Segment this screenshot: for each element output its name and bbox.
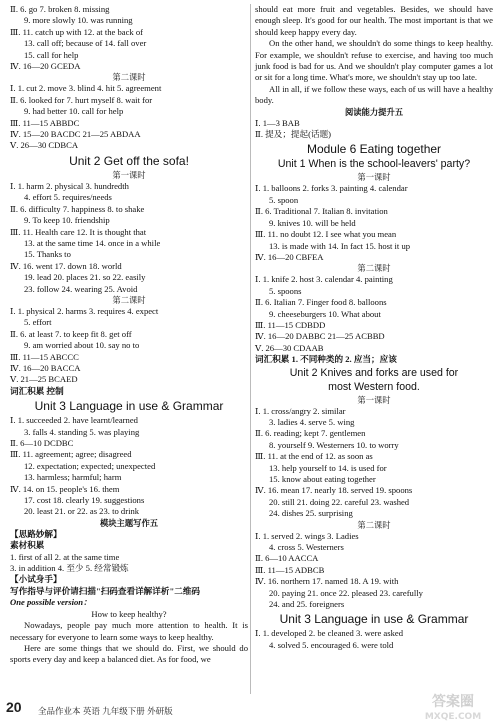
book-title: 全品作业本 英语 九年级下册 外研版 bbox=[38, 706, 173, 716]
left-line-35: Ⅰ. 1. succeeded 2. have learnt/learned bbox=[10, 415, 138, 426]
right-line-3: 阅读能力提升五 bbox=[344, 106, 404, 117]
right-line-28: Ⅰ. 1. cross/angry 2. similar bbox=[255, 405, 346, 416]
left-line-18: 9. To keep 10. friendship bbox=[24, 215, 110, 226]
right-line-26: most Western food. bbox=[328, 380, 420, 393]
right-line-38: 第二课时 bbox=[357, 519, 391, 530]
left-line-4: 15. call for help bbox=[24, 49, 79, 60]
left-line-48: 3. in addition 4. 至少 5. 经常锻炼 bbox=[10, 563, 129, 574]
right-line-30: Ⅱ. 6. reading; kept 7. gentlemen bbox=[255, 428, 366, 439]
right-line-11: Ⅱ. 6. Traditional 7. Italian 8. invitation bbox=[255, 206, 388, 217]
right-line-16: 第二课时 bbox=[357, 263, 391, 274]
left-line-3: 13. call off; because of 14. fall over bbox=[24, 38, 147, 49]
right-line-24: 词汇积累 1. 不同种类的 2. 应当；应该 bbox=[255, 354, 397, 365]
right-line-42: Ⅲ. 11—15 ADBCB bbox=[255, 564, 325, 575]
watermark-logo bbox=[408, 690, 498, 724]
left-line-32: Ⅴ. 21—25 BCAED bbox=[10, 374, 78, 385]
left-line-41: Ⅳ. 14. on 15. people's 16. them bbox=[10, 483, 120, 494]
right-line-5: Ⅱ. 提及；提起(话题) bbox=[255, 129, 332, 140]
right-line-35: Ⅳ. 16. mean 17. nearly 18. served 19. spoons bbox=[255, 485, 413, 496]
right-line-7: Unit 1 When is the school-leavers' party? bbox=[277, 158, 471, 171]
left-line-51: One possible version： bbox=[10, 597, 92, 608]
left-line-8: Ⅱ. 6. looked for 7. hurt myself 8. wait for bbox=[10, 94, 153, 105]
right-line-0: should eat more fruit and vegetables. Besides, we should have enough sleep. It's good for our health. The most important is that we should keep happy every day. bbox=[255, 4, 493, 37]
right-line-37: 24. dishes 25. surprising bbox=[269, 508, 353, 519]
left-line-27: 5. effort bbox=[24, 317, 52, 328]
left-line-5: Ⅳ. 16—20 GCEDA bbox=[10, 61, 81, 72]
left-line-30: Ⅲ. 11—15 ABCCC bbox=[10, 351, 79, 362]
left-line-53: Nowadays, people pay much more attention to health. It is necessary for everyone to learn some ways to keep healthy. bbox=[10, 620, 248, 642]
page-number: 20 bbox=[6, 699, 22, 715]
right-line-9: Ⅰ. 1. balloons 2. forks 3. painting 4. calendar bbox=[255, 183, 408, 194]
left-line-44: 模块主题写作五 bbox=[99, 517, 159, 528]
left-line-13: Unit 2 Get off the sofa! bbox=[69, 153, 189, 168]
left-line-21: 15. Thanks to bbox=[24, 249, 71, 260]
left-line-17: Ⅱ. 6. difficulty 7. happiness 8. to shake bbox=[10, 203, 145, 214]
left-line-9: 9. had better 10. call for help bbox=[24, 106, 124, 117]
right-line-36: 20. still 21. doing 22. careful 23. washed bbox=[269, 496, 410, 507]
right-line-1: On the other hand, we shouldn't do some things to keep healthy. For example, we shouldn't refuse to exercise, and having too much junk food is bad for us. And we shouldn't play computer games a lot or sit for a long time. What's more, we shouldn't stay up too late. bbox=[255, 38, 493, 83]
right-line-46: Unit 3 Language in use & Grammar bbox=[279, 612, 469, 627]
right-line-25: Unit 2 Knives and forks are used for bbox=[289, 366, 459, 379]
right-line-41: Ⅱ. 6—10 AACCA bbox=[255, 553, 319, 564]
right-line-23: Ⅴ. 26—30 CDAAB bbox=[255, 342, 324, 353]
left-line-23: 19. lead 20. places 21. so 22. easily bbox=[24, 272, 146, 283]
left-line-46: 素材积累 bbox=[10, 540, 45, 551]
left-line-37: Ⅱ. 6—10 DCDBC bbox=[10, 438, 74, 448]
left-line-40: 13. harmless; harmful; harm bbox=[24, 472, 122, 483]
right-column bbox=[255, 4, 493, 651]
left-line-50: 写作指导与评价请扫描"扫码查看详解详析"二维码 bbox=[10, 585, 201, 596]
right-line-39: Ⅰ. 1. served 2. wings 3. Ladies bbox=[255, 530, 359, 541]
left-line-29: 9. am worried about 10. say no to bbox=[24, 340, 140, 351]
left-line-15: Ⅰ. 1. harm 2. physical 3. hundredth bbox=[10, 180, 129, 191]
left-line-25: 第二课时 bbox=[112, 294, 146, 305]
left-line-54: Here are some things that we should do. First, we should do sports every day and keep a balanced diet. As for food, we bbox=[10, 642, 248, 665]
right-line-47: Ⅰ. 1. developed 2. be cleaned 3. were asked bbox=[255, 628, 403, 639]
left-line-31: Ⅳ. 16—20 BACCA bbox=[10, 362, 81, 373]
right-line-22: Ⅳ. 16—20 DABBC 21—25 ACBBD bbox=[255, 331, 385, 342]
column-divider bbox=[250, 4, 251, 694]
right-line-17: Ⅰ. 1. knife 2. host 3. calendar 4. painting bbox=[255, 274, 393, 285]
left-line-42: 17. cost 18. clearly 19. suggestions bbox=[24, 495, 145, 506]
right-line-29: 3. ladies 4. serve 5. wing bbox=[269, 416, 355, 427]
left-line-47: 1. first of all 2. at the same time bbox=[10, 551, 120, 562]
left-line-10: Ⅲ. 11—15 ABBDC bbox=[10, 117, 80, 128]
watermark-line2: MXQE.COM bbox=[424, 712, 482, 722]
right-line-40: 4. cross 5. Westerners bbox=[269, 542, 344, 553]
left-line-1: 9. more slowly 10. was running bbox=[24, 15, 133, 26]
left-line-26: Ⅰ. 1. physical 2. harms 3. requires 4. expect bbox=[10, 305, 159, 316]
right-line-27: 第一课时 bbox=[357, 394, 391, 405]
left-line-2: Ⅲ. 11. catch up with 12. at the back of bbox=[10, 26, 144, 37]
left-line-22: Ⅳ. 16. went 17. down 18. world bbox=[10, 260, 122, 271]
left-line-0: Ⅱ. 6. go 7. broken 8. missing bbox=[10, 4, 110, 14]
right-line-19: Ⅱ. 6. Italian 7. Finger food 8. balloons bbox=[255, 297, 387, 308]
left-line-39: 12. expectation; expected; unexpected bbox=[24, 460, 156, 471]
right-line-44: 20. paying 21. once 22. pleased 23. carefully bbox=[269, 587, 423, 598]
left-line-28: Ⅱ. 6. at least 7. to keep fit 8. get off bbox=[10, 328, 132, 339]
right-line-33: 13. help yourself to 14. is used for bbox=[269, 462, 387, 473]
watermark-line1: 答案圈 bbox=[432, 694, 474, 710]
right-line-32: Ⅲ. 11. at the end of 12. as soon as bbox=[255, 451, 373, 462]
right-line-13: Ⅲ. 11. no doubt 12. I see what you mean bbox=[255, 229, 397, 240]
right-line-12: 9. knives 10. will be held bbox=[269, 217, 356, 228]
left-line-36: 3. falls 4. standing 5. was playing bbox=[24, 426, 140, 437]
left-line-24: 23. follow 24. wearing 25. Avoid bbox=[24, 283, 138, 294]
left-line-16: 4. effort 5. requires/needs bbox=[24, 192, 112, 203]
left-line-20: 13. at the same time 14. once in a while bbox=[24, 237, 161, 248]
left-line-11: Ⅳ. 15—20 BACDC 21—25 ABDAA bbox=[10, 129, 141, 140]
right-line-34: 15. know about eating together bbox=[269, 474, 376, 484]
right-line-14: 13. is made with 14. In fact 15. host it up bbox=[269, 240, 411, 251]
left-line-12: Ⅴ. 26—30 CDBCA bbox=[10, 140, 79, 151]
right-line-6: Module 6 Eating together bbox=[306, 142, 442, 157]
left-line-7: Ⅰ. 1. cut 2. move 3. blind 4. hit 5. agreement bbox=[10, 83, 162, 94]
right-line-31: 8. yourself 9. Westerners 10. to worry bbox=[269, 439, 399, 450]
right-line-45: 24. and 25. foreigners bbox=[269, 599, 345, 610]
left-line-14: 第一课时 bbox=[112, 169, 146, 180]
left-line-38: Ⅲ. 11. agreement; agree; disagreed bbox=[10, 449, 132, 460]
left-line-34: Unit 3 Language in use & Grammar bbox=[34, 399, 224, 414]
right-line-2: All in all, if we follow these ways, each of us will have a healthy body. bbox=[255, 83, 493, 106]
right-line-43: Ⅳ. 16. northern 17. named 18. A 19. with bbox=[255, 576, 399, 587]
right-line-4: Ⅰ. 1—3 BAB bbox=[255, 117, 300, 128]
right-line-10: 5. spoon bbox=[269, 194, 299, 205]
left-line-6: 第二课时 bbox=[112, 72, 146, 83]
right-line-15: Ⅳ. 16—20 CBFEA bbox=[255, 251, 324, 262]
left-column bbox=[10, 4, 248, 666]
right-line-8: 第一课时 bbox=[357, 172, 391, 183]
left-line-33: 词汇积累 控制 bbox=[10, 385, 64, 396]
left-line-52: How to keep healthy? bbox=[91, 608, 167, 619]
left-line-19: Ⅲ. 11. Health care 12. It is thought that bbox=[10, 226, 147, 237]
left-line-45: 【思路妙解】 bbox=[10, 528, 62, 539]
right-line-18: 5. spoons bbox=[269, 285, 302, 296]
left-line-49: 【小试身手】 bbox=[10, 574, 62, 585]
right-line-21: Ⅲ. 11—15 CDBDD bbox=[255, 319, 326, 330]
left-line-43: 20. least 21. or 22. as 23. to drink bbox=[24, 506, 140, 517]
right-line-20: 9. cheeseburgers 10. What about bbox=[269, 308, 381, 319]
right-line-48: 4. solved 5. encouraged 6. were told bbox=[269, 639, 394, 650]
watermark-icon bbox=[408, 690, 498, 724]
